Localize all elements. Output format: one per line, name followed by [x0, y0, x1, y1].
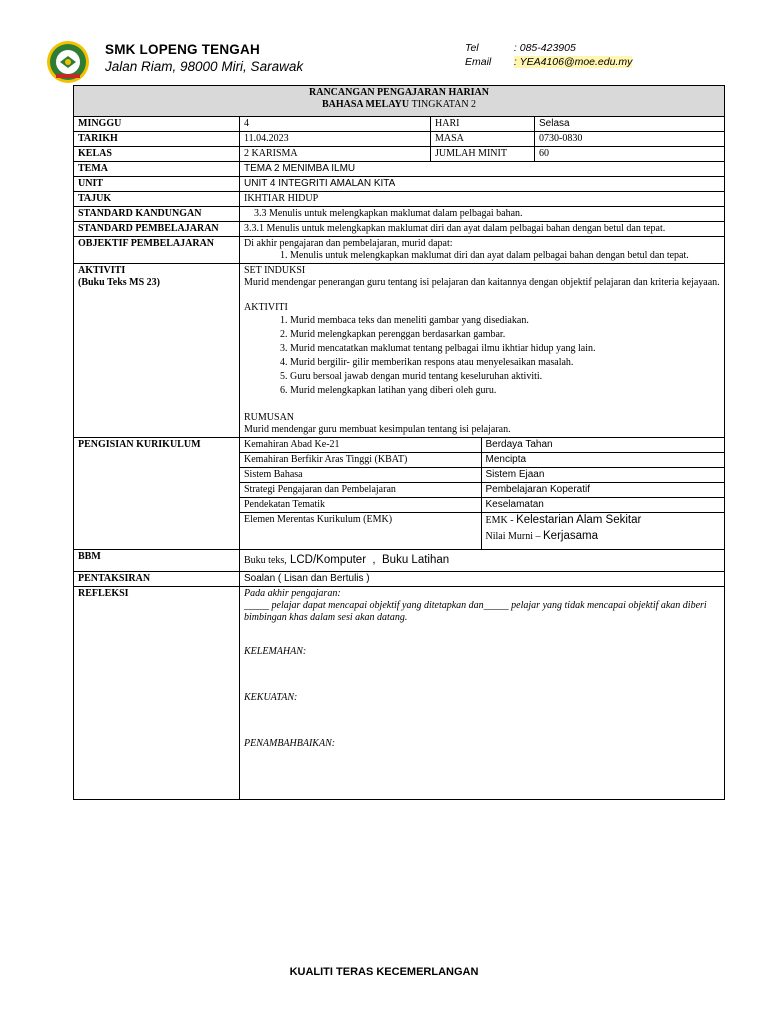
footer-motto: KUALITI TERAS KECEMERLANGAN — [289, 966, 479, 978]
rumusan-text: Murid mendengar guru membuat kesimpulan tentang isi pelajaran. — [244, 424, 511, 435]
set-induksi-text: Murid mendengar penerangan guru tentang isi pelajaran dan kaitannya dengan objektif pelajaran dan kriteria kejayaan. — [244, 277, 720, 288]
set-induksi-title: SET INDUKSI — [244, 265, 306, 276]
tajuk-label: TAJUK — [74, 192, 240, 207]
row-standard-pembelajaran — [74, 222, 725, 237]
standard-pembelajaran-label: STANDARD PEMBELAJARAN — [74, 222, 240, 237]
aktiviti-item: 3. Murid mencatatkan maklumat tentang pelbagai ilmu ikhtiar hidup yang lain. — [290, 342, 720, 356]
aktiviti-list — [244, 314, 720, 398]
unit-value: UNIT 4 INTEGRITI AMALAN KITA — [240, 177, 725, 192]
kelas-value: 2 KARISMA — [240, 147, 431, 162]
title-line-1: RANCANGAN PENGAJARAN HARIAN — [309, 87, 489, 98]
emk-value: Kelestarian Alam Sekitar — [516, 514, 642, 526]
pk-row-emk — [240, 513, 724, 550]
refleksi-text: _____ pelajar dapat mencapai objektif yang ditetapkan dan_____ pelajar yang tidak mencapai objektif akan diberi bimbingan khas dalam sesi akan datang. — [244, 600, 707, 623]
row-pengisian-kurikulum — [74, 438, 725, 550]
standard-kandungan-value: 3.3 Menulis untuk melengkapkan maklumat dalam pelbagai bahan. — [240, 207, 725, 222]
school-name: SMK LOPENG TENGAH — [105, 42, 260, 57]
title-line-2 — [78, 99, 720, 111]
emk-prefix: EMK - — [485, 515, 517, 526]
page-header — [0, 0, 768, 88]
pentaksiran-value: Soalan ( Lisan dan Bertulis ) — [240, 572, 725, 587]
kekuatan-label: KEKUATAN: — [244, 692, 298, 703]
row-minggu — [74, 117, 725, 132]
objektif-intro: Di akhir pengajaran dan pembelajaran, murid dapat: — [244, 238, 453, 249]
minggu-label: MINGGU — [74, 117, 240, 132]
row-refleksi — [74, 587, 725, 800]
title-subject: BAHASA MELAYU — [321, 99, 412, 110]
nilai-prefix: Nilai Murni – — [485, 531, 543, 542]
jumlah-minit-label: JUMLAH MINIT — [431, 147, 535, 162]
row-tema — [74, 162, 725, 177]
pk-row-value: Berdaya Tahan — [481, 438, 724, 453]
pk-row — [240, 483, 724, 498]
hari-label: HARI — [431, 117, 535, 132]
pk-row-label: Sistem Bahasa — [240, 468, 481, 483]
aktiviti-item: 2. Murid melengkapkan perenggan berdasarkan gambar. — [290, 328, 720, 342]
minggu-value: 4 — [240, 117, 431, 132]
row-kelas — [74, 147, 725, 162]
pentaksiran-label: PENTAKSIRAN — [74, 572, 240, 587]
bbm-value: LCD/Komputer , Buku Latihan — [286, 554, 450, 566]
rumusan-title: RUMUSAN — [244, 412, 295, 423]
lesson-plan-table — [73, 85, 725, 800]
email-value[interactable]: : YEA4106@moe.edu.my — [513, 56, 633, 68]
pk-row-value: Mencipta — [481, 453, 724, 468]
bbm-prefix: Buku teks, — [244, 555, 287, 566]
kelemahan-label: KELEMAHAN: — [244, 646, 307, 657]
refleksi-label: REFLEKSI — [74, 587, 240, 800]
row-unit — [74, 177, 725, 192]
email-label: Email — [465, 56, 492, 68]
aktiviti-item: 1. Murid membaca teks dan meneliti gambar yang disediakan. — [290, 314, 720, 328]
row-standard-kandungan — [74, 207, 725, 222]
pk-row-value: Pembelajaran Koperatif — [481, 483, 724, 498]
emk-label: Elemen Merentas Kurikulum (EMK) — [240, 513, 481, 550]
pk-row — [240, 438, 724, 453]
title-row — [74, 86, 725, 117]
bbm-cell — [240, 550, 725, 572]
tel-label: Tel — [465, 42, 479, 54]
tema-label: TEMA — [74, 162, 240, 177]
aktiviti-label: AKTIVITI — [78, 265, 126, 276]
aktiviti-title: AKTIVITI — [244, 302, 288, 313]
title-form: TINGKATAN 2 — [411, 99, 477, 110]
pk-row — [240, 498, 724, 513]
kelas-label: KELAS — [74, 147, 240, 162]
row-tajuk — [74, 192, 725, 207]
pk-row-label: Kemahiran Abad Ke-21 — [240, 438, 481, 453]
row-bbm — [74, 550, 725, 572]
bbm-label: BBM — [74, 550, 240, 572]
pengisian-kurikulum-table — [240, 438, 724, 549]
unit-label: UNIT — [74, 177, 240, 192]
objektif-item: 1. Menulis untuk melengkapkan maklumat diri dan ayat dalam pelbagai bahan dengan betul dan tepat. — [290, 250, 720, 262]
aktiviti-item: 4. Murid bergilir- gilir memberikan respons atau menyelesaikan masalah. — [290, 356, 720, 370]
tarikh-label: TARIKH — [74, 132, 240, 147]
row-objektif — [74, 237, 725, 264]
jumlah-minit-value: 60 — [535, 147, 725, 162]
masa-label: MASA — [431, 132, 535, 147]
pk-row-label: Strategi Pengajaran dan Pembelajaran — [240, 483, 481, 498]
aktiviti-sublabel: (Buku Teks MS 23) — [78, 277, 160, 288]
standard-pembelajaran-value: 3.3.1 Menulis untuk melengkapkan maklumat diri dan ayat dalam pelbagai bahan dengan betul dan tepat. — [240, 222, 725, 237]
emk-cell — [481, 513, 724, 550]
tarikh-value: 11.04.2023 — [240, 132, 431, 147]
tel-line — [465, 42, 576, 54]
pk-row-label: Pendekatan Tematik — [240, 498, 481, 513]
pk-row-value: Keselamatan — [481, 498, 724, 513]
hari-value: Selasa — [535, 117, 725, 132]
aktiviti-cell — [240, 264, 725, 438]
pk-row-value: Sistem Ejaan — [481, 468, 724, 483]
plan-title — [74, 86, 725, 117]
tema-value: TEMA 2 MENIMBA ILMU — [240, 162, 725, 177]
standard-kandungan-label: STANDARD KANDUNGAN — [74, 207, 240, 222]
aktiviti-item: 5. Guru bersoal jawab dengan murid tentang keseluruhan aktiviti. — [290, 370, 720, 384]
aktiviti-item: 6. Murid melengkapkan latihan yang diberi oleh guru. — [290, 384, 720, 398]
objektif-list — [244, 250, 720, 262]
masa-value: 0730-0830 — [535, 132, 725, 147]
refleksi-intro: Pada akhir pengajaran: — [244, 588, 341, 599]
objektif-label: OBJEKTIF PEMBELAJARAN — [74, 237, 240, 264]
email-line — [465, 56, 632, 68]
pk-row — [240, 468, 724, 483]
tajuk-value: IKHTIAR HIDUP — [240, 192, 725, 207]
pk-row — [240, 453, 724, 468]
row-aktiviti — [74, 264, 725, 438]
school-crest-icon — [46, 40, 90, 84]
pk-row-label: Kemahiran Berfikir Aras Tinggi (KBAT) — [240, 453, 481, 468]
pengisian-kurikulum-label: PENGISIAN KURIKULUM — [74, 438, 240, 550]
school-address: Jalan Riam, 98000 Miri, Sarawak — [105, 59, 304, 74]
row-pentaksiran — [74, 572, 725, 587]
row-tarikh — [74, 132, 725, 147]
aktiviti-label-cell — [74, 264, 240, 438]
tel-value: : 085-423905 — [513, 42, 576, 54]
nilai-value: Kerjasama — [543, 530, 598, 542]
penambahbaikan-label: PENAMBAHBAIKAN: — [244, 738, 336, 749]
refleksi-cell — [240, 587, 725, 800]
pengisian-kurikulum-cell — [240, 438, 725, 550]
objektif-cell — [240, 237, 725, 264]
